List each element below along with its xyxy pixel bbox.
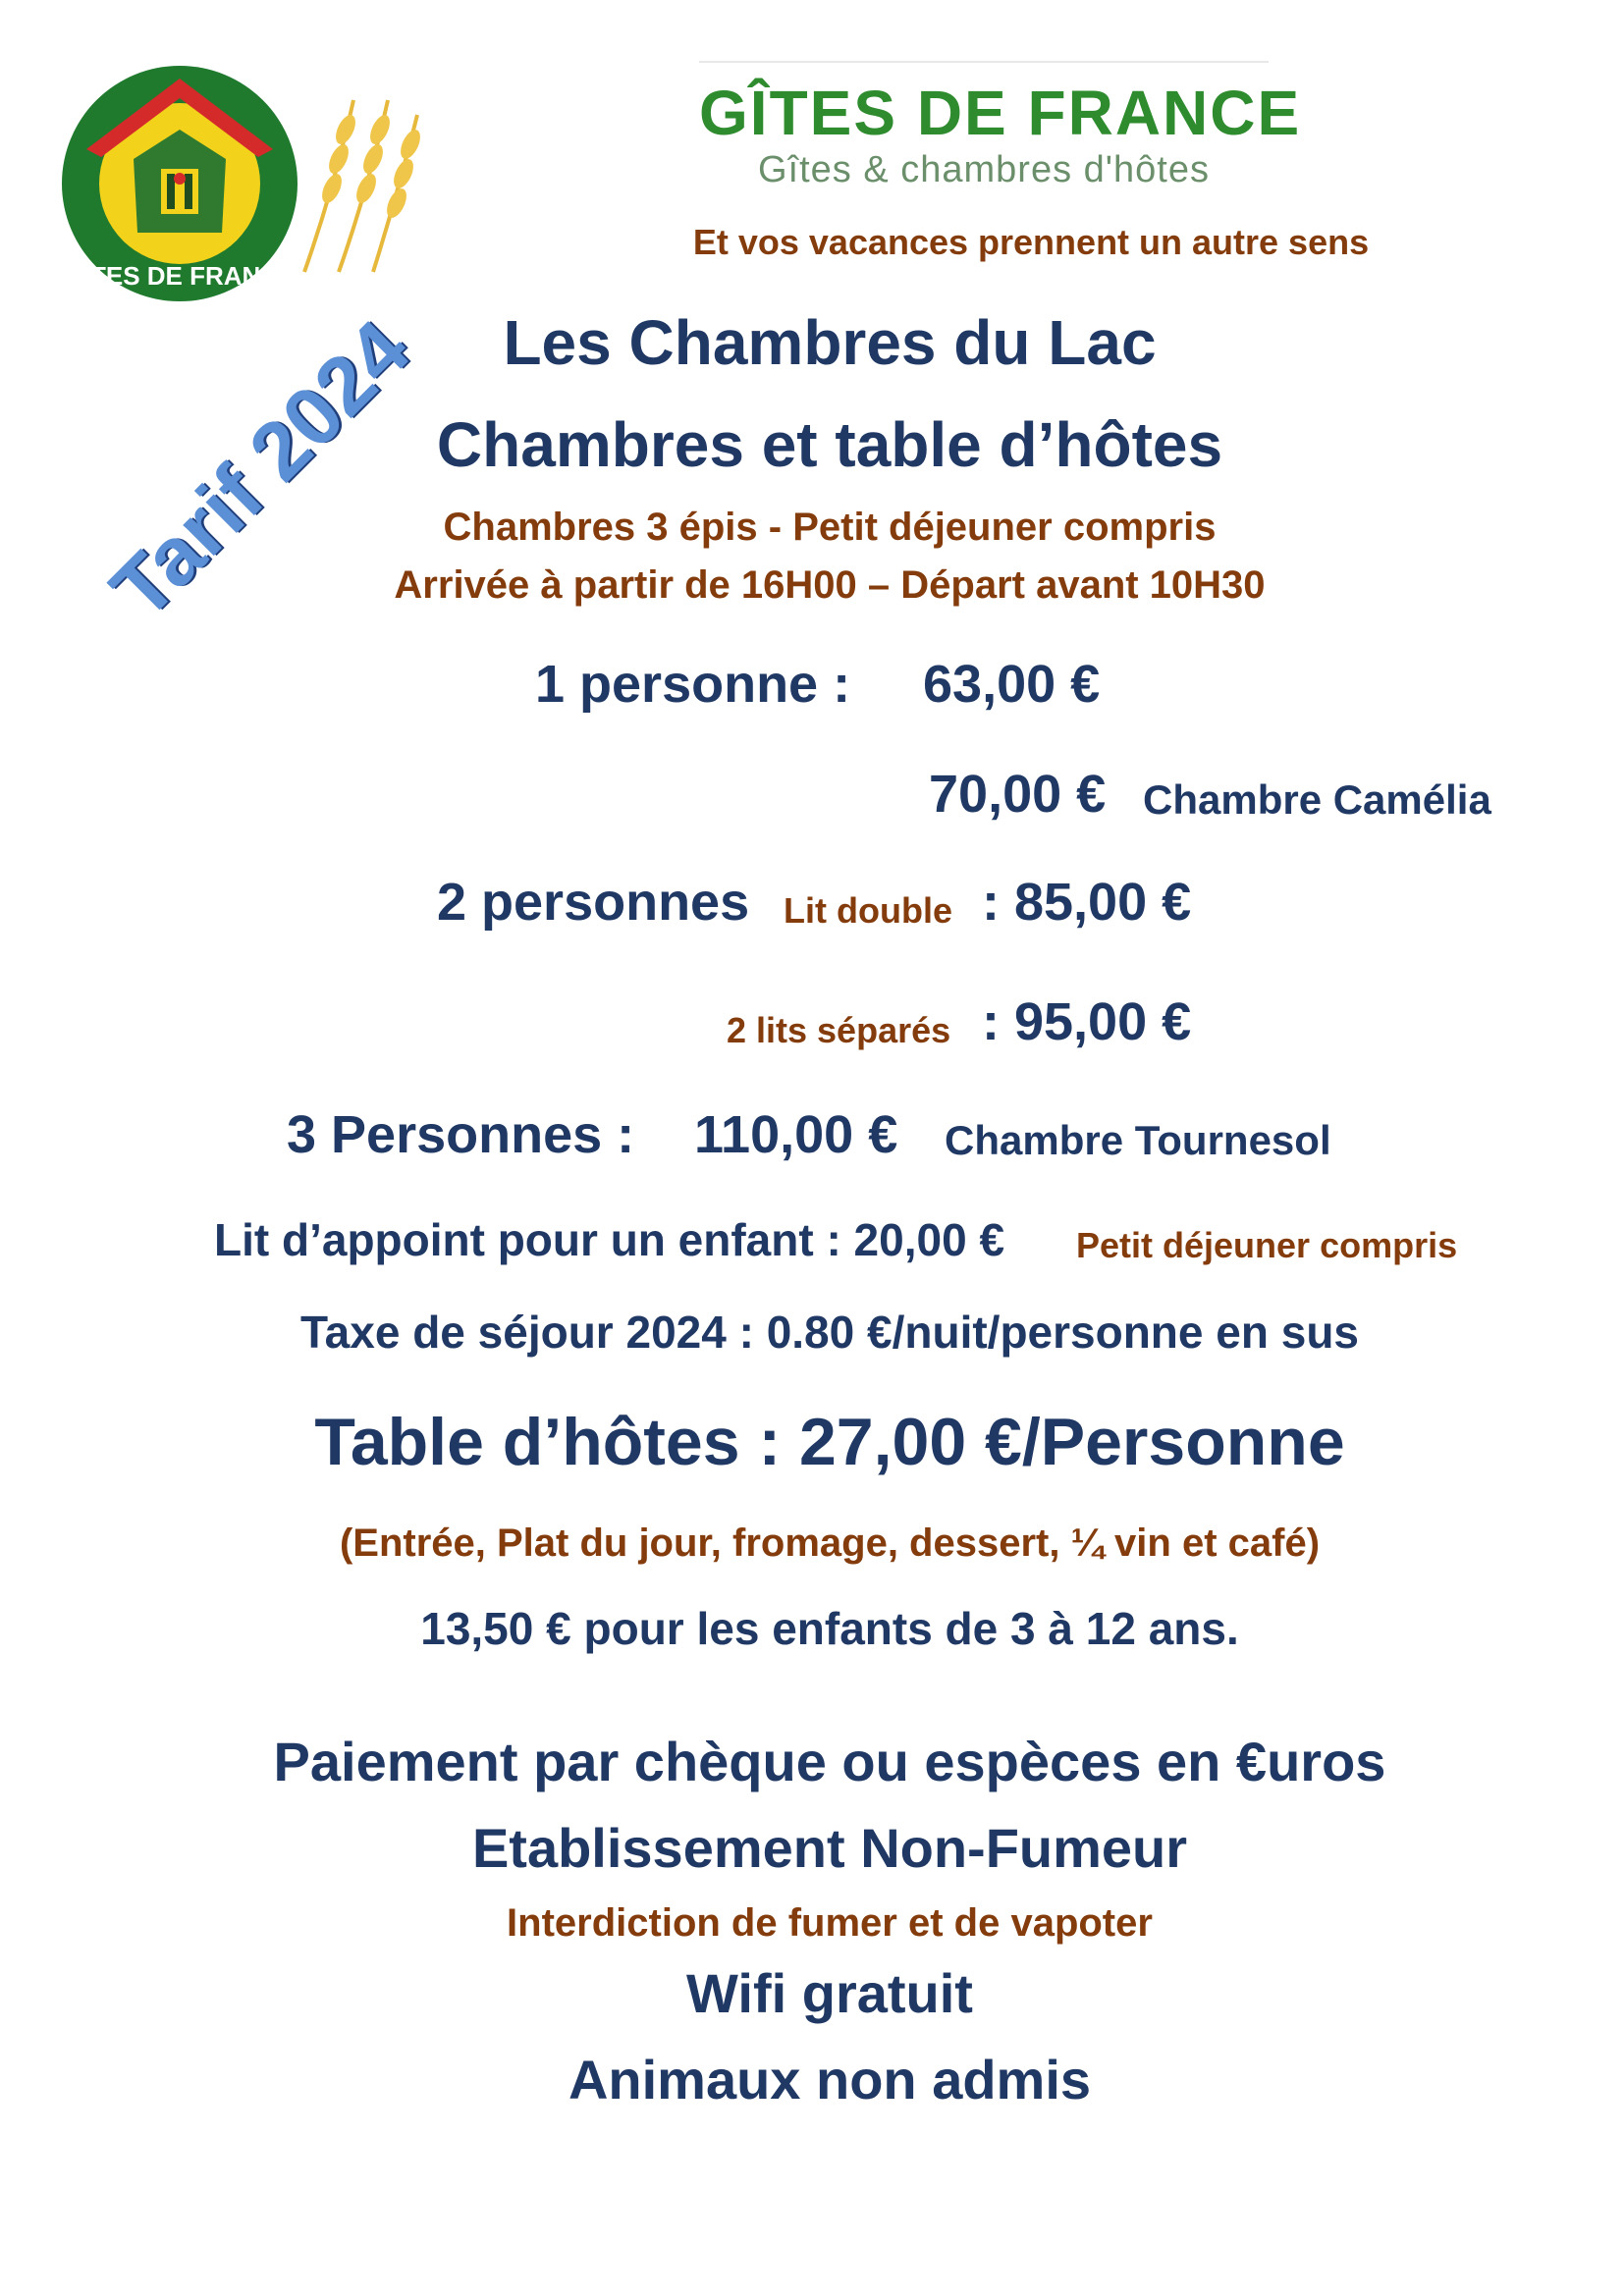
- title-line2: Chambres et table d’hôtes: [436, 409, 1223, 480]
- wifi-info: Wifi gratuit: [686, 1962, 973, 2024]
- subtitle-line1: Chambres 3 épis - Petit déjeuner compris: [443, 506, 1217, 549]
- slogan: Et vos vacances prennent un autre sens: [692, 222, 1370, 262]
- payment-info: Paiement par chèque ou espèces en €uros: [273, 1731, 1386, 1792]
- double-bed-label: Lit double: [784, 890, 952, 931]
- no-vape-info: Interdiction de fumer et de vapoter: [507, 1901, 1153, 1945]
- extra-bed-note: Petit déjeuner compris: [1076, 1225, 1458, 1265]
- brand-title: GÎTES DE FRANCE: [699, 78, 1302, 148]
- tourist-tax: Taxe de séjour 2024 : 0.80 €/nuit/personne en sus: [299, 1307, 1359, 1358]
- table-hotes-title: Table d’hôtes : 27,00 €/Personne: [314, 1405, 1345, 1479]
- non-smoking-info: Etablissement Non-Fumeur: [471, 1817, 1188, 1879]
- title-line1: Les Chambres du Lac: [503, 307, 1157, 378]
- camelia-price: 70,00 €: [929, 765, 1107, 824]
- two-persons-label: 2 personnes: [437, 873, 750, 932]
- tarif-stamp: Tarif 2024: [92, 302, 427, 636]
- table-hotes-menu: (Entrée, Plat du jour, fromage, dessert, ¼ vin et café): [339, 1522, 1321, 1565]
- twin-beds-label: 2 lits séparés: [727, 1010, 951, 1050]
- subtitle-line2: Arrivée à partir de 16H00 – Départ avant 10H30: [394, 563, 1266, 607]
- camelia-label: Chambre Camélia: [1143, 776, 1491, 823]
- animals-info: Animaux non admis: [568, 2049, 1092, 2110]
- gites-de-france-logo: [57, 61, 302, 306]
- extra-bed-text: Lit d’appoint pour un enfant : 20,00 €: [214, 1214, 1005, 1265]
- one-person-price: 63,00 €: [923, 655, 1101, 714]
- three-persons-price: 110,00 €: [694, 1105, 898, 1164]
- tournesol-label: Chambre Tournesol: [945, 1117, 1331, 1163]
- one-person-label: 1 personne :: [535, 655, 851, 714]
- children-price: 13,50 € pour les enfants de 3 à 12 ans.: [420, 1603, 1239, 1654]
- logo-badge-text: GÎTES DE FRANCE: [63, 261, 297, 291]
- double-bed-price: : 85,00 €: [982, 873, 1192, 932]
- brand-divider: [699, 61, 1269, 63]
- brand-subtitle: Gîtes & chambres d'hôtes: [757, 149, 1211, 190]
- twin-beds-price: : 95,00 €: [982, 992, 1192, 1051]
- three-persons-label: 3 Personnes :: [287, 1105, 635, 1164]
